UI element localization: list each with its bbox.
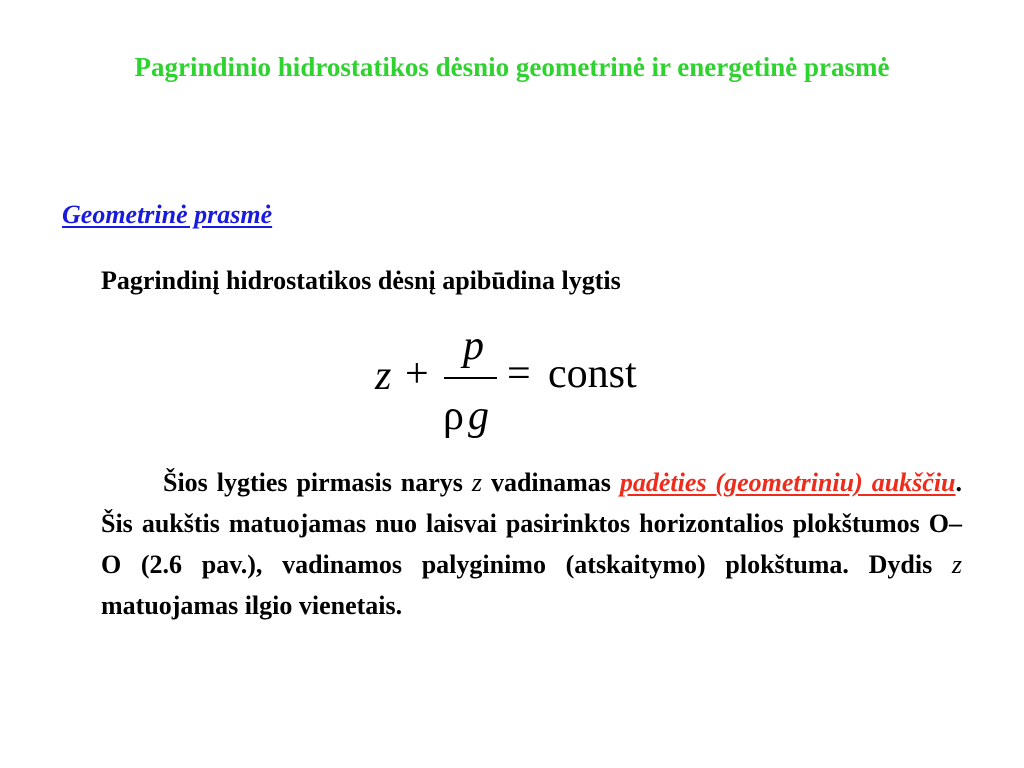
paragraph-var-z-2: z [951, 550, 962, 579]
paragraph-part2: vadinamas [481, 468, 620, 497]
paragraph-var-z: z [471, 468, 482, 497]
slide-title: Pagrindinio hidrostatikos dėsnio geometrinė ir energetinė prasmė [134, 52, 890, 82]
formula-plus: + [405, 351, 429, 397]
hydrostatic-formula [375, 322, 675, 442]
formula-rhs: const [548, 351, 637, 397]
paragraph-part1: Šios lygties pirmasis narys [163, 468, 472, 497]
section-heading: Geometrinė prasmė [62, 200, 273, 229]
formula-denominator-g: g [468, 393, 489, 439]
formula-equals: = [507, 351, 531, 397]
formula-numerator: p [463, 323, 484, 369]
fraction-bar [444, 377, 497, 379]
intro-text: Pagrindinį hidrostatikos dėsnį apibūdina lygtis [101, 266, 621, 295]
formula-z: z [375, 353, 392, 399]
paragraph-part4: matuojamas ilgio vienetais. [101, 591, 403, 620]
paragraph-part3: . Šis aukštis matuojamas nuo laisvai pasirinktos horizontalios plokštumos O–O (2.6 pav.), vadinamos palyginimo (atskaitymo) plokštuma. Dydis [101, 468, 963, 579]
body-paragraph [101, 462, 962, 626]
highlighted-term: padėties (geometriniu) aukščiu [619, 468, 956, 497]
formula-denominator-rho: ρ [443, 393, 464, 439]
